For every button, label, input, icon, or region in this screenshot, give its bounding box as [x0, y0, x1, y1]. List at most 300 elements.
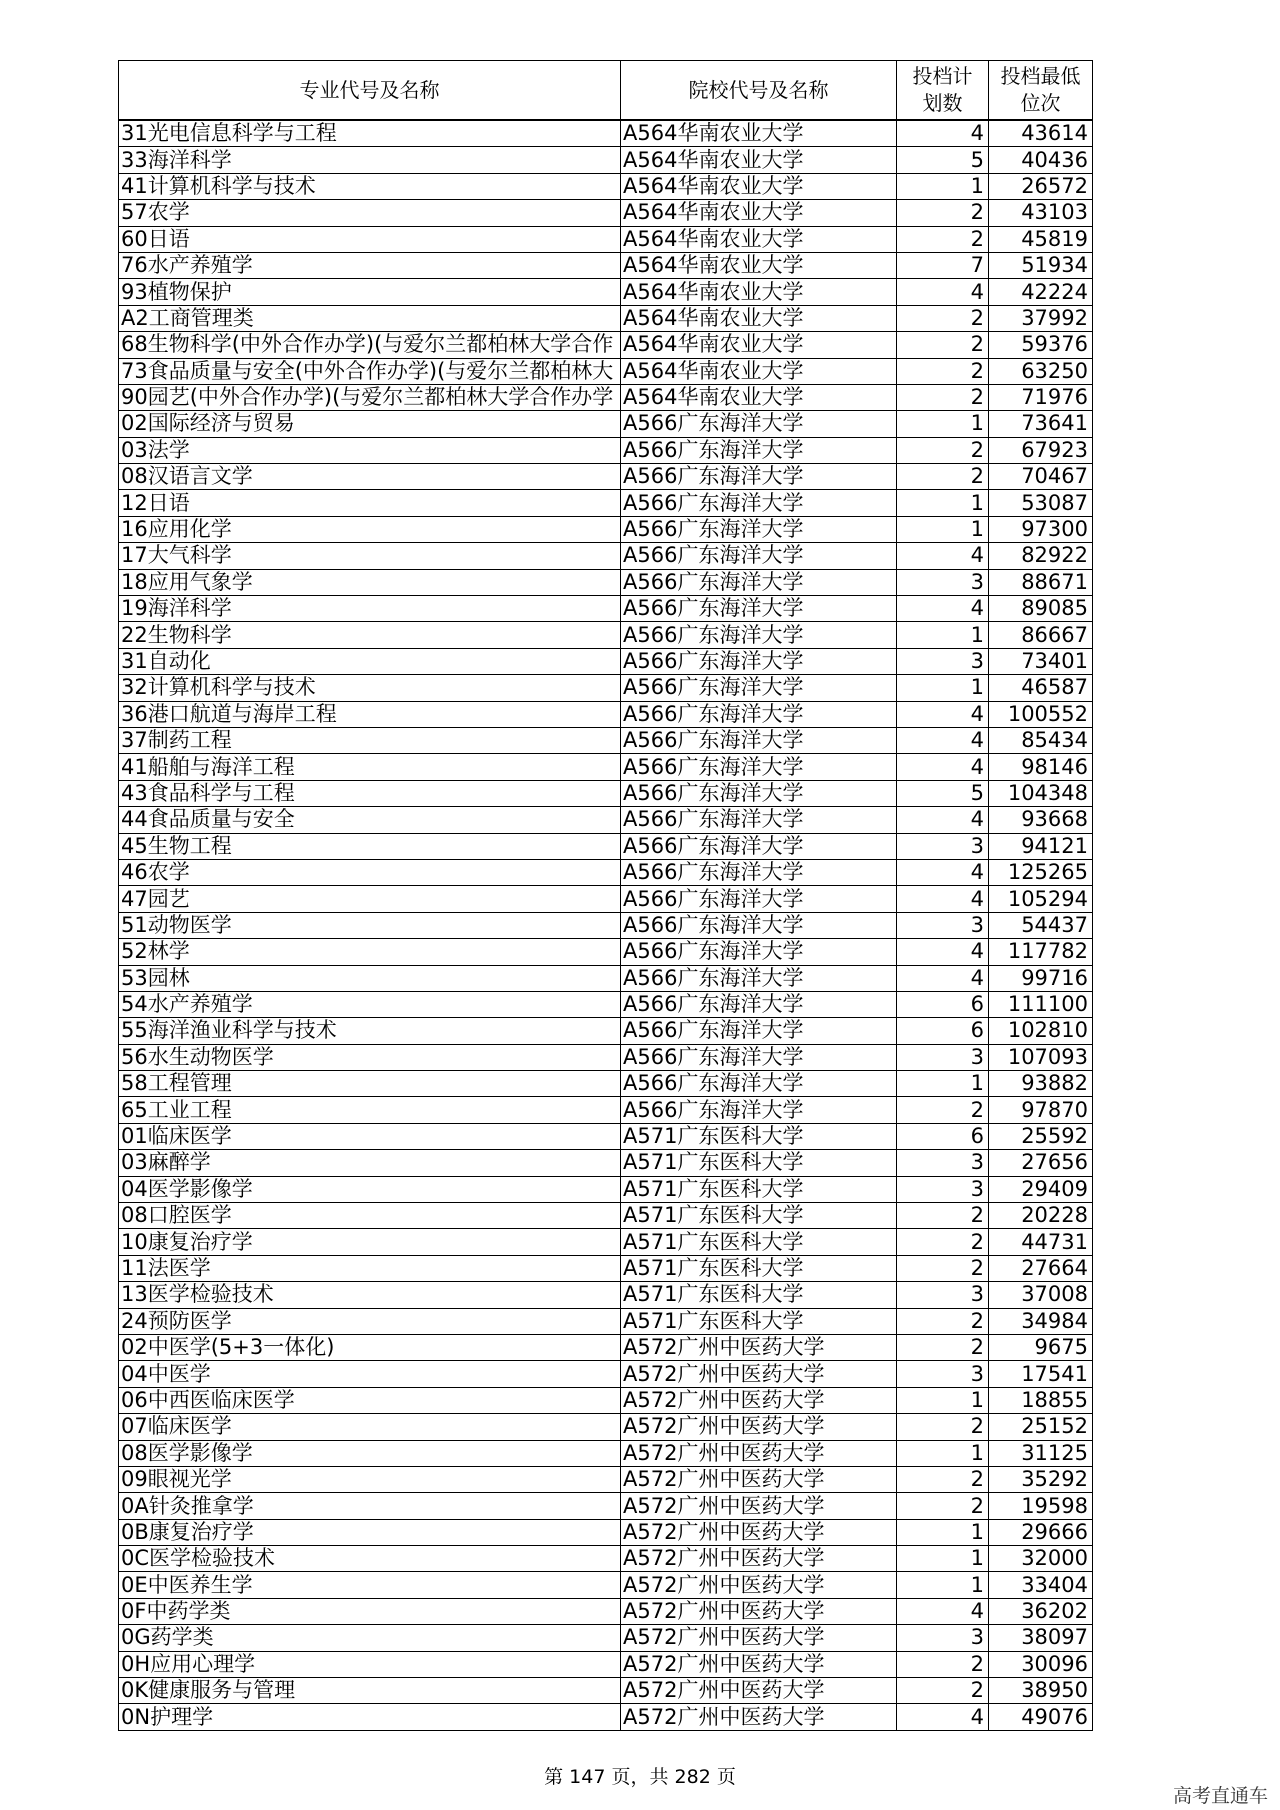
- table-row: [119, 1466, 1093, 1492]
- cell-plan-count: 2: [897, 1097, 989, 1123]
- cell-min-rank: 125265: [989, 859, 1093, 885]
- cell-school: A566广东海洋大学: [621, 780, 897, 806]
- cell-major: 52林学: [119, 939, 621, 965]
- cell-plan-count: 4: [897, 701, 989, 727]
- cell-school: A566广东海洋大学: [621, 727, 897, 753]
- cell-plan-count: 4: [897, 886, 989, 912]
- table-row: [119, 1018, 1093, 1044]
- cell-major: 12日语: [119, 490, 621, 516]
- table-row: [119, 1493, 1093, 1519]
- table-header-row: [119, 61, 1093, 121]
- cell-plan-count: 3: [897, 1176, 989, 1202]
- cell-min-rank: 46587: [989, 675, 1093, 701]
- table-row: [119, 173, 1093, 199]
- cell-min-rank: 82922: [989, 543, 1093, 569]
- header-min-rank: 投档最低 位次: [989, 61, 1093, 121]
- table-row: [119, 1176, 1093, 1202]
- header-major: 专业代号及名称: [119, 61, 621, 121]
- cell-major: 58工程管理: [119, 1071, 621, 1097]
- cell-min-rank: 67923: [989, 437, 1093, 463]
- table-body: [119, 120, 1093, 1730]
- cell-school: A566广东海洋大学: [621, 807, 897, 833]
- cell-major: 04中医学: [119, 1361, 621, 1387]
- cell-min-rank: 27664: [989, 1255, 1093, 1281]
- cell-school: A564华南农业大学: [621, 200, 897, 226]
- cell-major: 08口腔医学: [119, 1203, 621, 1229]
- table-row: [119, 1203, 1093, 1229]
- cell-school: A571广东医科大学: [621, 1203, 897, 1229]
- cell-major: 65工业工程: [119, 1097, 621, 1123]
- cell-min-rank: 18855: [989, 1387, 1093, 1413]
- cell-plan-count: 6: [897, 991, 989, 1017]
- table-row: [119, 490, 1093, 516]
- cell-min-rank: 34984: [989, 1308, 1093, 1334]
- cell-school: A572广州中医药大学: [621, 1493, 897, 1519]
- cell-major: 31光电信息科学与工程: [119, 120, 621, 147]
- cell-plan-count: 1: [897, 1546, 989, 1572]
- cell-major: 0N护理学: [119, 1704, 621, 1730]
- table-row: [119, 1625, 1093, 1651]
- cell-major: 31自动化: [119, 648, 621, 674]
- cell-plan-count: 2: [897, 1308, 989, 1334]
- cell-major: 02中医学(5+3一体化): [119, 1334, 621, 1360]
- cell-min-rank: 29666: [989, 1519, 1093, 1545]
- cell-min-rank: 36202: [989, 1598, 1093, 1624]
- table-row: [119, 1651, 1093, 1677]
- cell-major: 0G药学类: [119, 1625, 621, 1651]
- cell-plan-count: 2: [897, 358, 989, 384]
- cell-min-rank: 33404: [989, 1572, 1093, 1598]
- cell-min-rank: 9675: [989, 1334, 1093, 1360]
- cell-min-rank: 19598: [989, 1493, 1093, 1519]
- cell-major: 51动物医学: [119, 912, 621, 938]
- cell-plan-count: 1: [897, 490, 989, 516]
- cell-school: A571广东医科大学: [621, 1255, 897, 1281]
- cell-plan-count: 3: [897, 1282, 989, 1308]
- table-row: [119, 622, 1093, 648]
- cell-school: A566广东海洋大学: [621, 833, 897, 859]
- cell-min-rank: 38097: [989, 1625, 1093, 1651]
- table-row: [119, 780, 1093, 806]
- cell-school: A566广东海洋大学: [621, 886, 897, 912]
- cell-min-rank: 20228: [989, 1203, 1093, 1229]
- table-row: [119, 1598, 1093, 1624]
- cell-major: 54水产养殖学: [119, 991, 621, 1017]
- cell-min-rank: 37008: [989, 1282, 1093, 1308]
- cell-major: 90园艺(中外合作办学)(与爱尔兰都柏林大学合作办学: [119, 384, 621, 410]
- cell-plan-count: 1: [897, 622, 989, 648]
- cell-major: 76水产养殖学: [119, 252, 621, 278]
- cell-major: 10康复治疗学: [119, 1229, 621, 1255]
- cell-min-rank: 105294: [989, 886, 1093, 912]
- cell-min-rank: 35292: [989, 1466, 1093, 1492]
- table-row: [119, 675, 1093, 701]
- table-row: [119, 252, 1093, 278]
- cell-school: A572广州中医药大学: [621, 1704, 897, 1730]
- cell-major: 08医学影像学: [119, 1440, 621, 1466]
- table-row: [119, 1572, 1093, 1598]
- cell-plan-count: 1: [897, 1071, 989, 1097]
- cell-plan-count: 3: [897, 1150, 989, 1176]
- cell-school: A566广东海洋大学: [621, 490, 897, 516]
- cell-plan-count: 4: [897, 120, 989, 147]
- cell-min-rank: 25152: [989, 1414, 1093, 1440]
- table-row: [119, 437, 1093, 463]
- cell-school: A571广东医科大学: [621, 1176, 897, 1202]
- page-indicator: 第 147 页，共 282 页: [544, 1766, 736, 1788]
- cell-school: A572广州中医药大学: [621, 1361, 897, 1387]
- table-row: [119, 1519, 1093, 1545]
- table-row: [119, 1704, 1093, 1730]
- cell-min-rank: 88671: [989, 569, 1093, 595]
- cell-plan-count: 2: [897, 1334, 989, 1360]
- cell-major: 32计算机科学与技术: [119, 675, 621, 701]
- table-row: [119, 200, 1093, 226]
- cell-min-rank: 93882: [989, 1071, 1093, 1097]
- cell-school: A566广东海洋大学: [621, 754, 897, 780]
- table-row: [119, 912, 1093, 938]
- cell-school: A566广东海洋大学: [621, 1071, 897, 1097]
- cell-min-rank: 30096: [989, 1651, 1093, 1677]
- cell-min-rank: 38950: [989, 1678, 1093, 1704]
- cell-plan-count: 2: [897, 437, 989, 463]
- header-school: 院校代号及名称: [621, 61, 897, 121]
- cell-plan-count: 6: [897, 1018, 989, 1044]
- table-row: [119, 1150, 1093, 1176]
- cell-school: A564华南农业大学: [621, 279, 897, 305]
- cell-school: A571广东医科大学: [621, 1282, 897, 1308]
- cell-plan-count: 4: [897, 807, 989, 833]
- cell-major: 02国际经济与贸易: [119, 411, 621, 437]
- cell-school: A566广东海洋大学: [621, 543, 897, 569]
- watermark: 高考直通车: [1172, 1785, 1268, 1807]
- cell-school: A571广东医科大学: [621, 1123, 897, 1149]
- table-row: [119, 807, 1093, 833]
- cell-plan-count: 3: [897, 1625, 989, 1651]
- cell-major: 0F中药学类: [119, 1598, 621, 1624]
- cell-school: A572广州中医药大学: [621, 1414, 897, 1440]
- cell-plan-count: 2: [897, 1414, 989, 1440]
- cell-plan-count: 4: [897, 754, 989, 780]
- cell-plan-count: 2: [897, 464, 989, 490]
- cell-school: A566广东海洋大学: [621, 939, 897, 965]
- cell-plan-count: 3: [897, 1044, 989, 1070]
- cell-plan-count: 4: [897, 939, 989, 965]
- cell-school: A566广东海洋大学: [621, 622, 897, 648]
- cell-min-rank: 54437: [989, 912, 1093, 938]
- cell-min-rank: 73401: [989, 648, 1093, 674]
- cell-major: A2工商管理类: [119, 305, 621, 331]
- table-row: [119, 1123, 1093, 1149]
- cell-major: 08汉语言文学: [119, 464, 621, 490]
- table-row: [119, 991, 1093, 1017]
- cell-min-rank: 94121: [989, 833, 1093, 859]
- table-row: [119, 1678, 1093, 1704]
- cell-min-rank: 70467: [989, 464, 1093, 490]
- table-row: [119, 1071, 1093, 1097]
- cell-major: 07临床医学: [119, 1414, 621, 1440]
- cell-major: 22生物科学: [119, 622, 621, 648]
- cell-major: 0E中医养生学: [119, 1572, 621, 1598]
- table-row: [119, 332, 1093, 358]
- table-row: [119, 727, 1093, 753]
- table-row: [119, 305, 1093, 331]
- cell-major: 41计算机科学与技术: [119, 173, 621, 199]
- table-row: [119, 411, 1093, 437]
- cell-min-rank: 29409: [989, 1176, 1093, 1202]
- cell-school: A572广州中医药大学: [621, 1678, 897, 1704]
- cell-major: 03法学: [119, 437, 621, 463]
- cell-major: 53园林: [119, 965, 621, 991]
- cell-school: A564华南农业大学: [621, 332, 897, 358]
- cell-school: A572广州中医药大学: [621, 1651, 897, 1677]
- cell-min-rank: 31125: [989, 1440, 1093, 1466]
- cell-plan-count: 4: [897, 543, 989, 569]
- cell-min-rank: 27656: [989, 1150, 1093, 1176]
- cell-school: A572广州中医药大学: [621, 1466, 897, 1492]
- cell-min-rank: 53087: [989, 490, 1093, 516]
- cell-min-rank: 107093: [989, 1044, 1093, 1070]
- cell-plan-count: 7: [897, 252, 989, 278]
- cell-major: 33海洋科学: [119, 147, 621, 173]
- cell-plan-count: 2: [897, 1466, 989, 1492]
- cell-major: 16应用化学: [119, 516, 621, 542]
- table-row: [119, 939, 1093, 965]
- cell-min-rank: 26572: [989, 173, 1093, 199]
- cell-school: A564华南农业大学: [621, 147, 897, 173]
- cell-school: A566广东海洋大学: [621, 648, 897, 674]
- cell-major: 73食品质量与安全(中外合作办学)(与爱尔兰都柏林大: [119, 358, 621, 384]
- cell-plan-count: 3: [897, 648, 989, 674]
- cell-school: A566广东海洋大学: [621, 569, 897, 595]
- cell-min-rank: 100552: [989, 701, 1093, 727]
- cell-major: 13医学检验技术: [119, 1282, 621, 1308]
- cell-min-rank: 71976: [989, 384, 1093, 410]
- table-row: [119, 1361, 1093, 1387]
- cell-school: A572广州中医药大学: [621, 1440, 897, 1466]
- cell-school: A572广州中医药大学: [621, 1625, 897, 1651]
- cell-plan-count: 5: [897, 147, 989, 173]
- cell-min-rank: 89085: [989, 596, 1093, 622]
- cell-major: 19海洋科学: [119, 596, 621, 622]
- table-row: [119, 1229, 1093, 1255]
- table-row: [119, 1440, 1093, 1466]
- cell-plan-count: 1: [897, 411, 989, 437]
- cell-plan-count: 1: [897, 173, 989, 199]
- cell-min-rank: 17541: [989, 1361, 1093, 1387]
- cell-major: 09眼视光学: [119, 1466, 621, 1492]
- cell-min-rank: 37992: [989, 305, 1093, 331]
- cell-plan-count: 1: [897, 1440, 989, 1466]
- cell-major: 60日语: [119, 226, 621, 252]
- cell-plan-count: 5: [897, 780, 989, 806]
- table-row: [119, 648, 1093, 674]
- cell-school: A564华南农业大学: [621, 173, 897, 199]
- cell-major: 36港口航道与海岸工程: [119, 701, 621, 727]
- cell-major: 46农学: [119, 859, 621, 885]
- table-row: [119, 358, 1093, 384]
- table-row: [119, 833, 1093, 859]
- table-row: [119, 464, 1093, 490]
- cell-major: 41船舶与海洋工程: [119, 754, 621, 780]
- cell-min-rank: 117782: [989, 939, 1093, 965]
- cell-school: A566广东海洋大学: [621, 859, 897, 885]
- cell-school: A571广东医科大学: [621, 1150, 897, 1176]
- cell-min-rank: 45819: [989, 226, 1093, 252]
- cell-plan-count: 4: [897, 859, 989, 885]
- cell-school: A571广东医科大学: [621, 1308, 897, 1334]
- cell-school: A564华南农业大学: [621, 384, 897, 410]
- cell-min-rank: 43614: [989, 120, 1093, 147]
- cell-plan-count: 2: [897, 1678, 989, 1704]
- cell-min-rank: 85434: [989, 727, 1093, 753]
- cell-major: 93植物保护: [119, 279, 621, 305]
- cell-school: A572广州中医药大学: [621, 1334, 897, 1360]
- cell-school: A566广东海洋大学: [621, 965, 897, 991]
- cell-major: 47园艺: [119, 886, 621, 912]
- cell-plan-count: 3: [897, 912, 989, 938]
- cell-school: A572广州中医药大学: [621, 1598, 897, 1624]
- table-row: [119, 516, 1093, 542]
- cell-min-rank: 98146: [989, 754, 1093, 780]
- cell-major: 0K健康服务与管理: [119, 1678, 621, 1704]
- cell-major: 37制药工程: [119, 727, 621, 753]
- table-row: [119, 226, 1093, 252]
- table-row: [119, 384, 1093, 410]
- cell-school: A566广东海洋大学: [621, 437, 897, 463]
- cell-major: 43食品科学与工程: [119, 780, 621, 806]
- table-row: [119, 1387, 1093, 1413]
- cell-plan-count: 2: [897, 1651, 989, 1677]
- cell-school: A572广州中医药大学: [621, 1519, 897, 1545]
- cell-major: 0H应用心理学: [119, 1651, 621, 1677]
- cell-school: A566广东海洋大学: [621, 675, 897, 701]
- cell-plan-count: 4: [897, 596, 989, 622]
- cell-plan-count: 2: [897, 305, 989, 331]
- cell-school: A566广东海洋大学: [621, 1044, 897, 1070]
- cell-school: A566广东海洋大学: [621, 516, 897, 542]
- cell-major: 68生物科学(中外合作办学)(与爱尔兰都柏林大学合作: [119, 332, 621, 358]
- cell-major: 01临床医学: [119, 1123, 621, 1149]
- cell-min-rank: 44731: [989, 1229, 1093, 1255]
- cell-plan-count: 3: [897, 569, 989, 595]
- cell-plan-count: 4: [897, 1704, 989, 1730]
- table-row: [119, 1414, 1093, 1440]
- table-row: [119, 279, 1093, 305]
- cell-school: A564华南农业大学: [621, 358, 897, 384]
- cell-school: A564华南农业大学: [621, 252, 897, 278]
- cell-plan-count: 1: [897, 675, 989, 701]
- cell-min-rank: 32000: [989, 1546, 1093, 1572]
- cell-school: A566广东海洋大学: [621, 912, 897, 938]
- cell-major: 45生物工程: [119, 833, 621, 859]
- cell-min-rank: 43103: [989, 200, 1093, 226]
- cell-major: 0B康复治疗学: [119, 1519, 621, 1545]
- header-plan: 投档计 划数: [897, 61, 989, 121]
- cell-plan-count: 2: [897, 1255, 989, 1281]
- table-row: [119, 701, 1093, 727]
- cell-plan-count: 2: [897, 226, 989, 252]
- cell-school: A572广州中医药大学: [621, 1546, 897, 1572]
- cell-school: A566广东海洋大学: [621, 1018, 897, 1044]
- cell-school: A566广东海洋大学: [621, 596, 897, 622]
- cell-min-rank: 63250: [989, 358, 1093, 384]
- cell-min-rank: 42224: [989, 279, 1093, 305]
- cell-school: A564华南农业大学: [621, 120, 897, 147]
- cell-major: 24预防医学: [119, 1308, 621, 1334]
- cell-major: 55海洋渔业科学与技术: [119, 1018, 621, 1044]
- cell-major: 11法医学: [119, 1255, 621, 1281]
- cell-min-rank: 49076: [989, 1704, 1093, 1730]
- cell-plan-count: 6: [897, 1123, 989, 1149]
- cell-min-rank: 73641: [989, 411, 1093, 437]
- cell-major: 06中西医临床医学: [119, 1387, 621, 1413]
- table-row: [119, 120, 1093, 147]
- cell-major: 03麻醉学: [119, 1150, 621, 1176]
- cell-plan-count: 1: [897, 1519, 989, 1545]
- cell-school: A572广州中医药大学: [621, 1572, 897, 1598]
- cell-min-rank: 102810: [989, 1018, 1093, 1044]
- cell-min-rank: 86667: [989, 622, 1093, 648]
- table-row: [119, 1334, 1093, 1360]
- cell-major: 56水生动物医学: [119, 1044, 621, 1070]
- cell-major: 44食品质量与安全: [119, 807, 621, 833]
- cell-min-rank: 97300: [989, 516, 1093, 542]
- table-row: [119, 147, 1093, 173]
- table-row: [119, 754, 1093, 780]
- cell-school: A566广东海洋大学: [621, 1097, 897, 1123]
- cell-min-rank: 111100: [989, 991, 1093, 1017]
- cell-min-rank: 93668: [989, 807, 1093, 833]
- table-row: [119, 859, 1093, 885]
- cell-min-rank: 25592: [989, 1123, 1093, 1149]
- table-row: [119, 1255, 1093, 1281]
- cell-plan-count: 2: [897, 200, 989, 226]
- table-row: [119, 965, 1093, 991]
- cell-plan-count: 2: [897, 384, 989, 410]
- table-row: [119, 1308, 1093, 1334]
- cell-plan-count: 2: [897, 1229, 989, 1255]
- cell-min-rank: 99716: [989, 965, 1093, 991]
- cell-school: A564华南农业大学: [621, 305, 897, 331]
- cell-plan-count: 3: [897, 1361, 989, 1387]
- admission-table: [118, 60, 1093, 1731]
- cell-plan-count: 4: [897, 965, 989, 991]
- cell-plan-count: 2: [897, 332, 989, 358]
- cell-min-rank: 97870: [989, 1097, 1093, 1123]
- cell-plan-count: 1: [897, 516, 989, 542]
- cell-plan-count: 4: [897, 727, 989, 753]
- cell-min-rank: 59376: [989, 332, 1093, 358]
- cell-plan-count: 2: [897, 1203, 989, 1229]
- cell-school: A572广州中医药大学: [621, 1387, 897, 1413]
- cell-school: A571广东医科大学: [621, 1229, 897, 1255]
- cell-major: 17大气科学: [119, 543, 621, 569]
- cell-school: A566广东海洋大学: [621, 411, 897, 437]
- cell-min-rank: 104348: [989, 780, 1093, 806]
- cell-school: A566广东海洋大学: [621, 991, 897, 1017]
- cell-school: A564华南农业大学: [621, 226, 897, 252]
- cell-major: 0A针灸推拿学: [119, 1493, 621, 1519]
- cell-plan-count: 2: [897, 1493, 989, 1519]
- cell-plan-count: 4: [897, 1598, 989, 1624]
- cell-plan-count: 1: [897, 1572, 989, 1598]
- cell-major: 57农学: [119, 200, 621, 226]
- table-row: [119, 569, 1093, 595]
- table-row: [119, 1044, 1093, 1070]
- cell-major: 04医学影像学: [119, 1176, 621, 1202]
- table-row: [119, 886, 1093, 912]
